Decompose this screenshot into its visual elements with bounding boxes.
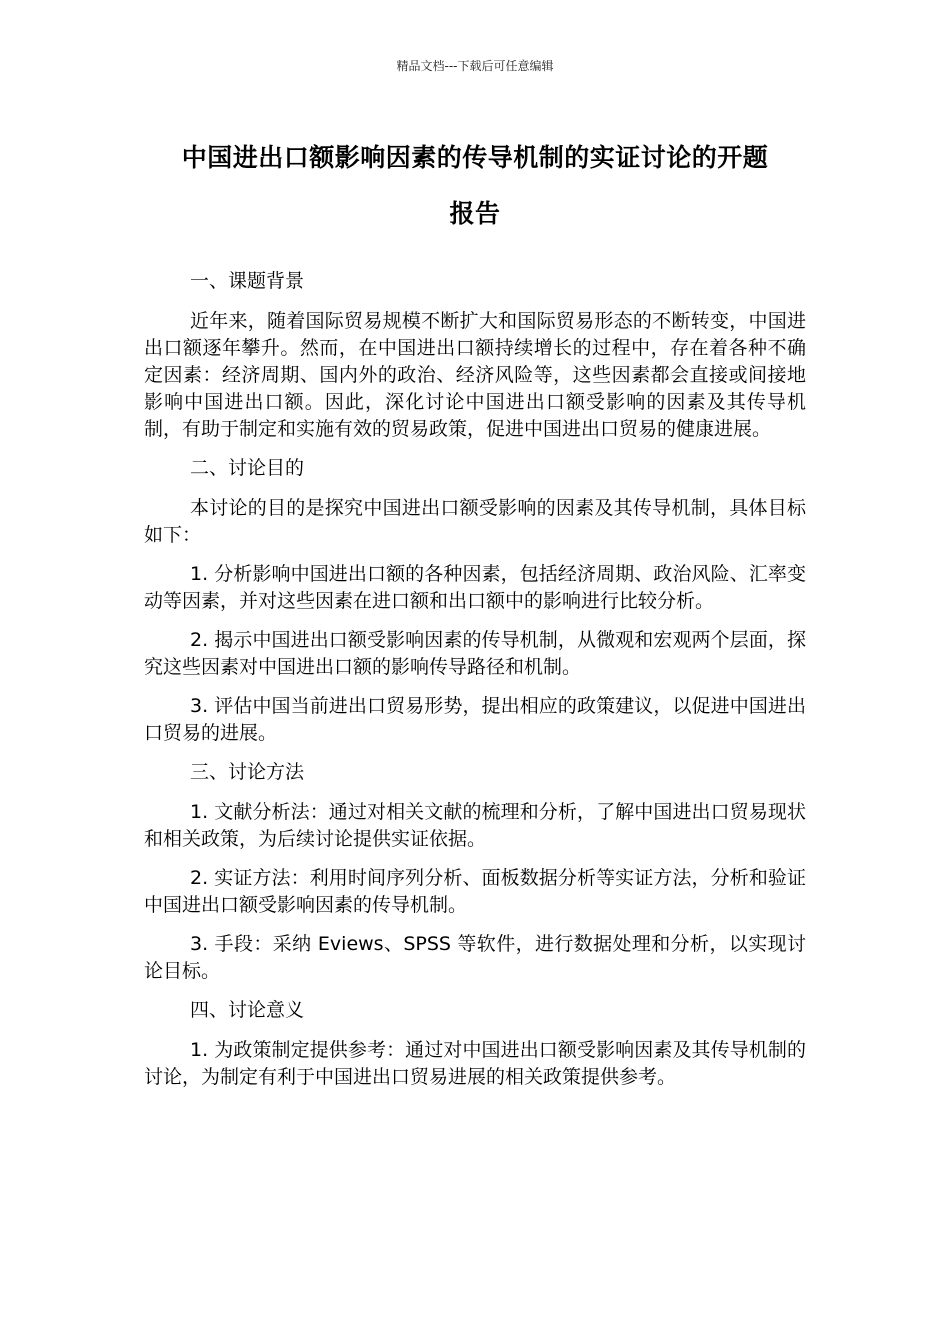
- methods-item: 1. 文献分析法：通过对相关文献的梳理和分析，了解中国进出口贸易现状和相关政策，为后续讨论提供实证依据。: [144, 801, 806, 850]
- purpose-item: 1. 分析影响中国进出口额的各种因素，包括经济周期、政治风险、汇率变动等因素，并对这些因素在进口额和出口额中的影响进行比较分析。: [144, 563, 806, 612]
- significance-item: 1. 为政策制定提供参考：通过对中国进出口额受影响因素及其传导机制的讨论，为制定有利于中国进出口贸易进展的相关政策提供参考。: [144, 1039, 806, 1088]
- section-heading-significance: 四、讨论意义: [190, 999, 305, 1021]
- section-heading-background: 一、课题背景: [190, 270, 305, 292]
- purpose-item: 2. 揭示中国进出口额受影响因素的传导机制，从微观和宏观两个层面，探究这些因素对中国进出口额的影响传导路径和机制。: [144, 629, 806, 678]
- title-line-2: 报告: [449, 199, 501, 228]
- methods-item: 2. 实证方法：利用时间序列分析、面板数据分析等实证方法，分析和验证中国进出口额受影响因素的传导机制。: [144, 867, 806, 916]
- purpose-intro-paragraph: 本讨论的目的是探究中国进出口额受影响的因素及其传导机制，具体目标如下：: [144, 497, 806, 546]
- header-note: 精品文档---下载后可任意编辑: [396, 59, 554, 73]
- document-body: [144, 268, 806, 1103]
- methods-item: 3. 手段：采纳 Eviews、SPSS 等软件，进行数据处理和分析，以实现讨论目标。: [144, 933, 806, 982]
- document-title: [144, 130, 806, 242]
- purpose-item: 3. 评估中国当前进出口贸易形势，提出相应的政策建议，以促进中国进出口贸易的进展。: [144, 695, 806, 744]
- background-paragraph: 近年来，随着国际贸易规模不断扩大和国际贸易形态的不断转变，中国进出口额逐年攀升。然而，在中国进出口额持续增长的过程中，存在着各种不确定因素：经济周期、国内外的政治、经济风险等，这些因素都会直接或间接地影响中国进出口额。因此，深化讨论中国进出口额受影响的因素及其传导机制，有助于制定和实施有效的贸易政策，促进中国进出口贸易的健康进展。: [144, 310, 806, 440]
- title-line-1: 中国进出口额影响因素的传导机制的实证讨论的开题: [181, 143, 769, 172]
- section-heading-purpose: 二、讨论目的: [190, 457, 305, 479]
- section-heading-methods: 三、讨论方法: [190, 761, 305, 783]
